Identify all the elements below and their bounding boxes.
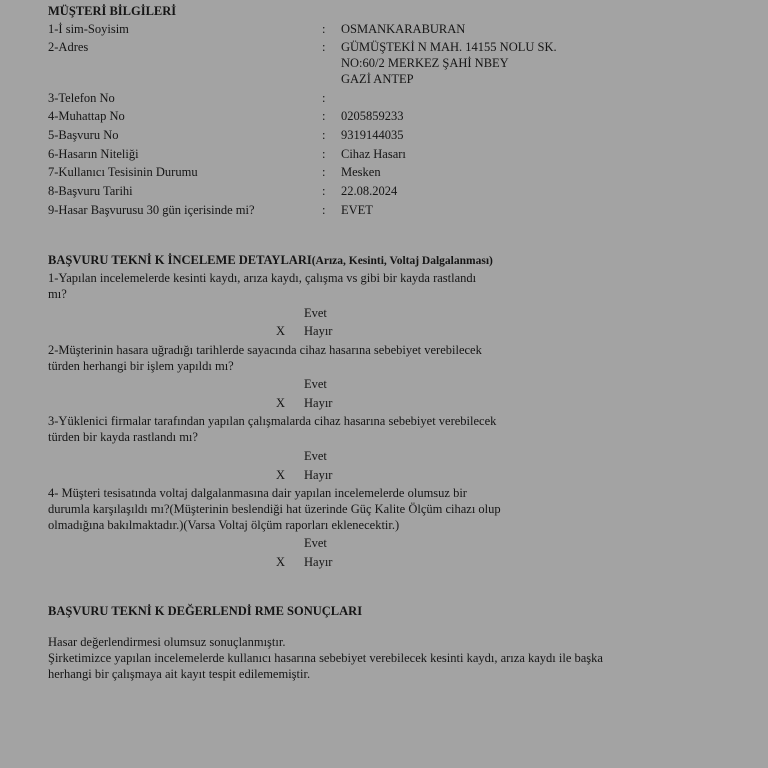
customer-section-heading: MÜŞTERİ BİLGİLERİ xyxy=(48,4,177,18)
address-value-line: GÜMÜŞTEKİ N MAH. 14155 NOLU SK. xyxy=(341,40,557,54)
address-value-line: GAZİ ANTEP xyxy=(341,72,414,86)
colon: : xyxy=(322,40,326,54)
address-value-line: NO:60/2 MERKEZ ŞAHİ NBEY xyxy=(341,56,509,70)
question-4-mark: X xyxy=(276,555,286,569)
inspection-heading-main: BAŞVURU TEKNİ K İNCELEME DETAYLARI xyxy=(48,253,312,267)
question-1-option-yes: Evet xyxy=(304,306,327,320)
question-1-line: mı? xyxy=(48,287,67,301)
application-date-label: 8-Başvuru Tarihi xyxy=(48,184,133,198)
question-2-line: türden herhangi bir işlem yapıldı mı? xyxy=(48,359,234,373)
inspection-section-heading xyxy=(48,254,493,268)
question-1-mark: X xyxy=(276,324,286,338)
question-3-line: 3-Yüklenici firmalar tarafından yapılan çalışmalarda cihaz hasarına sebebiyet verebilecek xyxy=(48,414,497,428)
question-4-line: 4- Müşteri tesisatında voltaj dalgalanmasına dair yapılan incelemelerde olumsuz bir xyxy=(48,486,467,500)
colon: : xyxy=(322,147,326,161)
colon: : xyxy=(322,203,326,217)
question-4-option-no: Hayır xyxy=(304,555,333,569)
name-value: OSMANKARABURAN xyxy=(341,22,466,36)
facility-status-value: Mesken xyxy=(341,165,381,179)
contract-no-value: 0205859233 xyxy=(341,109,404,123)
inspection-heading-sub: (Arıza, Kesinti, Voltaj Dalgalanması) xyxy=(311,255,493,267)
colon: : xyxy=(322,184,326,198)
evaluation-section-heading: BAŞVURU TEKNİ K DEĞERLENDİ RME SONUÇLARI xyxy=(48,604,363,618)
question-2-line: 2-Müşterinin hasara uğradığı tarihlerde sayacında cihaz hasarına sebebiyet verebilecek xyxy=(48,343,482,357)
question-3-option-yes: Evet xyxy=(304,449,327,463)
evaluation-result-line: herhangi bir çalışmaya ait kayıt tespit edilememiştir. xyxy=(48,667,311,681)
application-no-label: 5-Başvuru No xyxy=(48,128,119,142)
within-30-days-label: 9-Hasar Başvurusu 30 gün içerisinde mi? xyxy=(48,203,255,217)
question-1-option-no: Hayır xyxy=(304,324,333,338)
colon: : xyxy=(322,128,326,142)
question-2-option-no: Hayır xyxy=(304,396,333,410)
evaluation-result-line: Şirketimizce yapılan incelemelerde kullanıcı hasarına sebebiyet verebilecek kesinti kaydı, arıza kaydı ile başka xyxy=(48,651,603,665)
question-3-line: türden bir kayda rastlandı mı? xyxy=(48,430,198,444)
application-date-value: 22.08.2024 xyxy=(341,184,398,198)
question-1-line: 1-Yapılan incelemelerde kesinti kaydı, arıza kaydı, çalışma vs gibi bir kayda rastlandı xyxy=(48,271,477,285)
question-4-line: durumla karşılaşıldı mı?(Müşterinin beslendiği hat üzerinde Güç Kalite Ölçüm cihazı olup xyxy=(48,502,501,516)
within-30-days-value: EVET xyxy=(341,203,373,217)
damage-type-value: Cihaz Hasarı xyxy=(341,147,406,161)
colon: : xyxy=(322,91,326,105)
question-2-mark: X xyxy=(276,396,286,410)
name-label: 1-İ sim-Soyisim xyxy=(48,22,129,36)
question-3-mark: X xyxy=(276,468,286,482)
contract-no-label: 4-Muhattap No xyxy=(48,109,125,123)
question-3-option-no: Hayır xyxy=(304,468,333,482)
damage-type-label: 6-Hasarın Niteliği xyxy=(48,147,139,161)
question-4-option-yes: Evet xyxy=(304,536,327,550)
question-2-option-yes: Evet xyxy=(304,377,327,391)
facility-status-label: 7-Kullanıcı Tesisinin Durumu xyxy=(48,165,198,179)
colon: : xyxy=(322,22,326,36)
question-4-line: olmadığına bakılmaktadır.)(Varsa Voltaj ölçüm raporları eklenecektir.) xyxy=(48,518,400,532)
phone-label: 3-Telefon No xyxy=(48,91,115,105)
address-label: 2-Adres xyxy=(48,40,89,54)
evaluation-result-line: Hasar değerlendirmesi olumsuz sonuçlanmıştır. xyxy=(48,635,286,649)
application-no-value: 9319144035 xyxy=(341,128,404,142)
colon: : xyxy=(322,165,326,179)
colon: : xyxy=(322,109,326,123)
